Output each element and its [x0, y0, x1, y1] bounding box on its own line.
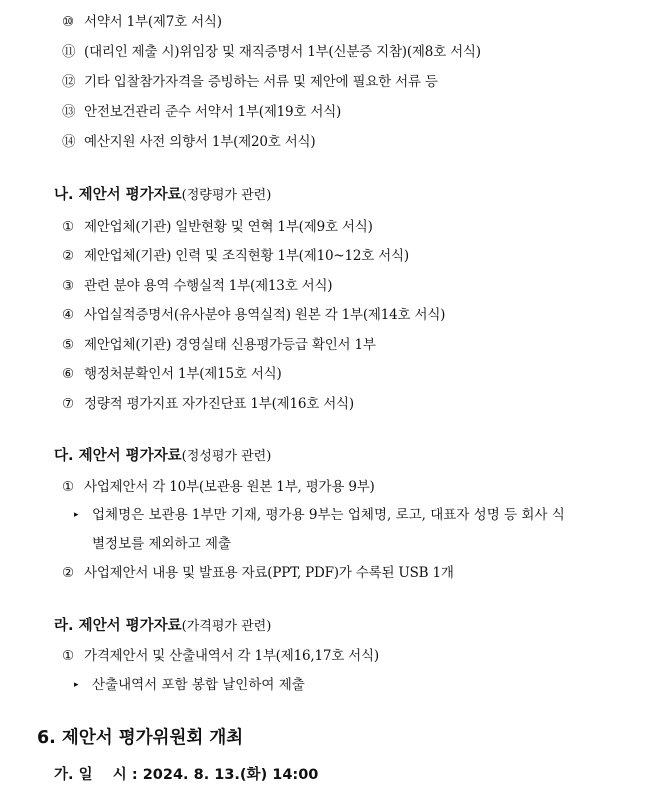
list-item — [62, 335, 376, 355]
item-text: 가격제안서 및 산출내역서 각 1부(제16,17호 서식) — [84, 648, 379, 664]
list-item — [62, 276, 332, 296]
list-item — [62, 364, 282, 384]
item-number: ① — [62, 219, 74, 235]
bullet-continuation — [92, 534, 231, 554]
date-value: 2024. 8. 13.(화) 14:00 — [142, 767, 319, 783]
list-item — [62, 246, 409, 266]
item-text: 사업실적증명서(유사분야 용역실적) 원본 각 1부(제14호 서식) — [84, 307, 446, 323]
item-text: (대리인 제출 시)위임장 및 재직증명서 1부(신분증 지참)(제8호 서식) — [84, 44, 481, 60]
item-number: ① — [62, 479, 74, 495]
list-item — [62, 563, 454, 583]
item-text: 기타 입찰참가자격을 증빙하는 서류 및 제안에 필요한 서류 등 — [84, 74, 438, 90]
list-item — [62, 42, 481, 62]
item-number: ② — [62, 565, 74, 581]
item-text: 서약서 1부(제7호 서식) — [84, 14, 222, 30]
item-text: 제안업체(기관) 일반현황 및 연혁 1부(제9호 서식) — [84, 219, 373, 235]
item-text: 제안업체(기관) 경영실태 신용평가등급 확인서 1부 — [84, 337, 376, 353]
section-heading: 6. 제안서 평가위원회 개최 — [37, 728, 244, 748]
item-number: ① — [62, 648, 74, 664]
subsection-heading-na — [54, 183, 271, 207]
item-number: ⑭ — [62, 134, 76, 150]
item-number: ⑩ — [62, 14, 74, 30]
subsection-paren: (정량평가 관련) — [181, 188, 272, 203]
item-number: ⑪ — [62, 44, 76, 60]
subsection-paren: (가격평가 관련) — [181, 619, 272, 634]
list-item — [62, 305, 445, 325]
item-number: ⑫ — [62, 74, 76, 90]
list-item — [62, 477, 375, 497]
subsection-heading-ra — [54, 614, 271, 638]
bullet-item — [74, 675, 305, 695]
subsection-label: 나. 제안서 평가자료 — [54, 187, 182, 203]
meeting-date — [54, 763, 318, 784]
item-number: ② — [62, 248, 74, 264]
item-number: ④ — [62, 307, 74, 323]
bullet-text: 산출내역서 포함 봉합 날인하여 제출 — [92, 677, 305, 693]
subsection-paren: (정성평가 관련) — [181, 449, 272, 464]
list-item — [62, 12, 222, 32]
item-number: ⑤ — [62, 337, 74, 353]
subsection-label: 라. 제안서 평가자료 — [54, 618, 182, 634]
item-text: 안전보건관리 준수 서약서 1부(제19호 서식) — [84, 104, 342, 120]
item-number: ⑬ — [62, 104, 76, 120]
item-text: 관련 분야 용역 수행실적 1부(제13호 서식) — [84, 278, 333, 294]
item-number: ⑥ — [62, 366, 74, 382]
date-label: 가. 일 시 : — [54, 767, 138, 783]
item-text: 사업제안서 각 10부(보관용 원본 1부, 평가용 9부) — [84, 479, 375, 495]
list-item — [62, 72, 438, 92]
item-text: 사업제안서 내용 및 발표용 자료(PPT, PDF)가 수록된 USB 1개 — [84, 565, 454, 581]
subsection-heading-da — [54, 444, 271, 468]
item-text: 예산지원 사전 의향서 1부(제20호 서식) — [84, 134, 316, 150]
list-item — [62, 646, 379, 666]
list-item — [62, 132, 315, 152]
item-number: ③ — [62, 278, 74, 294]
list-item — [62, 217, 373, 237]
bullet-text: 업체명은 보관용 1부만 기재, 평가용 9부는 업체명, 로고, 대표자 성명 등 회사 식 — [92, 507, 565, 523]
item-text: 제안업체(기관) 인력 및 조직현황 1부(제10~12호 서식) — [84, 248, 409, 264]
subsection-label: 다. 제안서 평가자료 — [54, 448, 182, 464]
list-item — [62, 102, 341, 122]
bullet-item — [74, 505, 565, 525]
triangle-bullet-icon: ▸ — [74, 510, 79, 520]
item-number: ⑦ — [62, 396, 74, 412]
list-item — [62, 394, 354, 414]
item-text: 행정처분확인서 1부(제15호 서식) — [84, 366, 282, 382]
item-text: 정량적 평가지표 자가진단표 1부(제16호 서식) — [84, 396, 354, 412]
bullet-text: 별정보를 제외하고 제출 — [92, 536, 231, 552]
triangle-bullet-icon: ▸ — [74, 680, 79, 690]
